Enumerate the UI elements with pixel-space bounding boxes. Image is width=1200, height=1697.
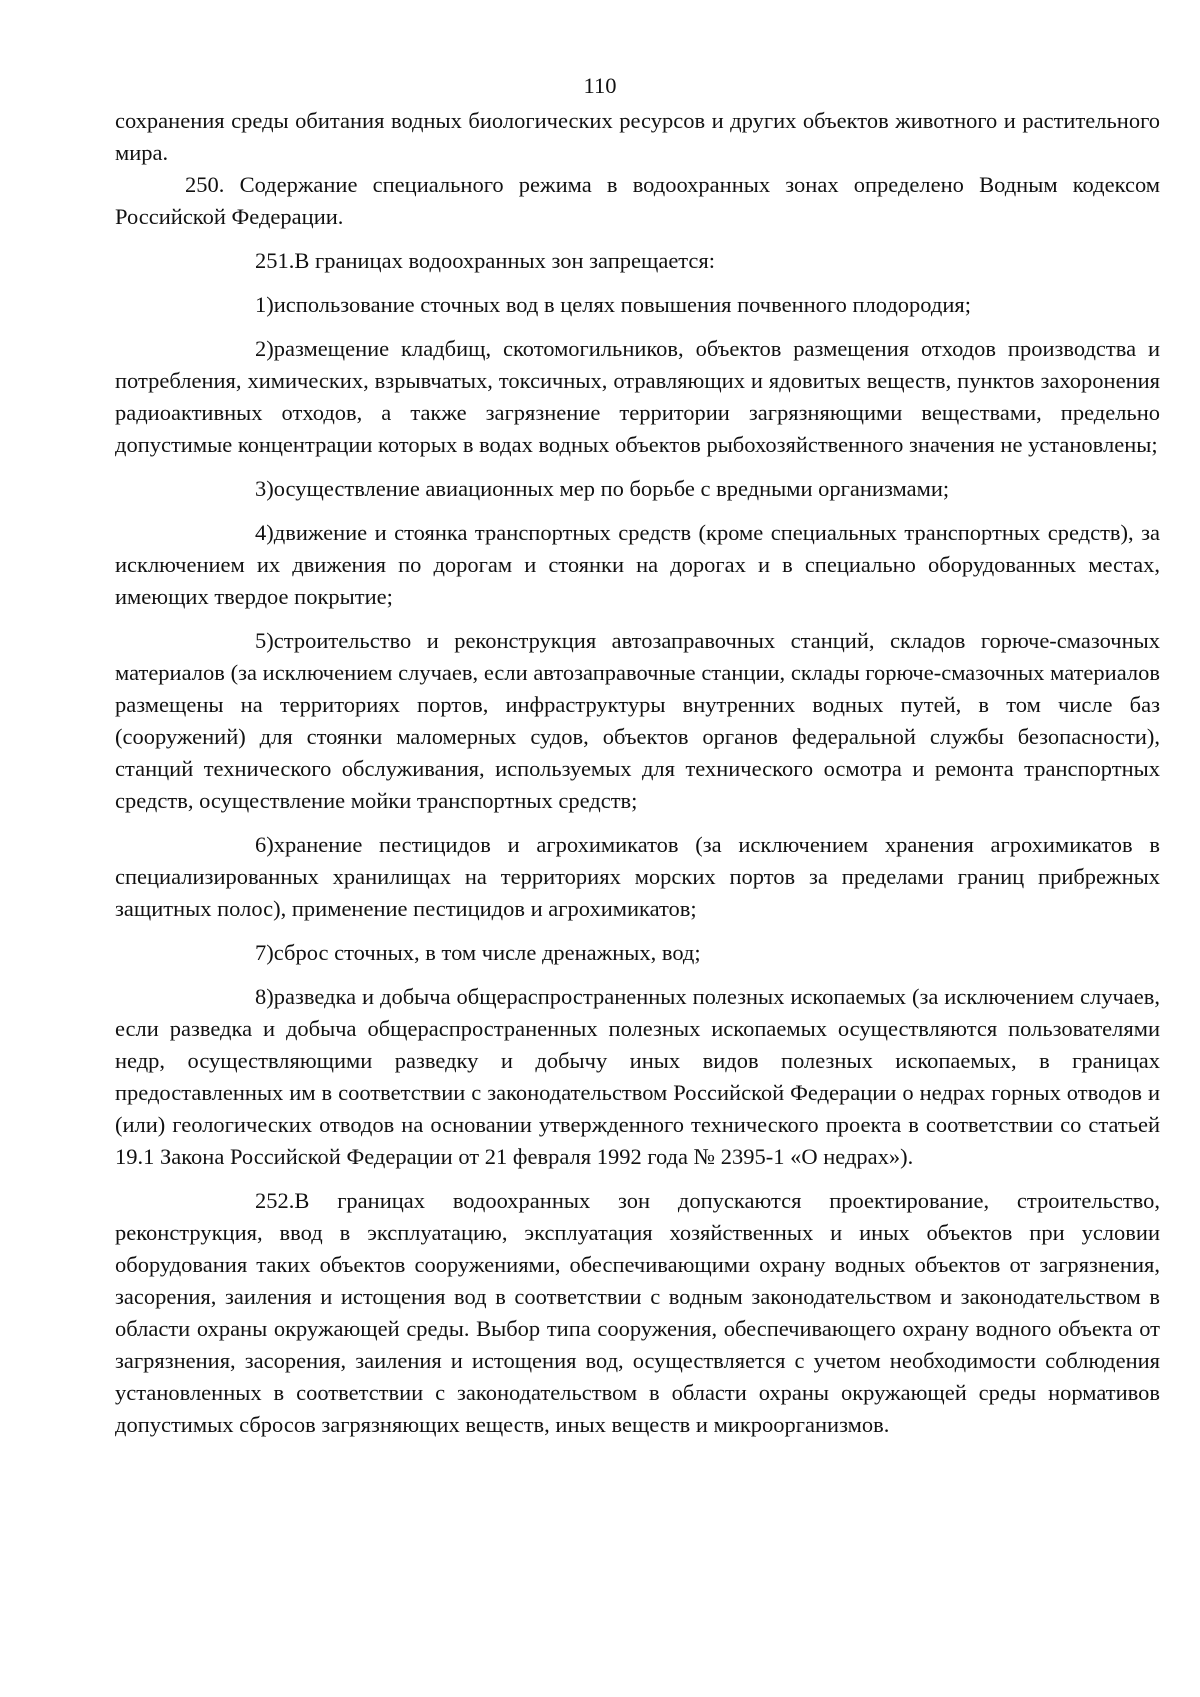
list-item-number: 4) bbox=[255, 520, 274, 545]
list-item-7 bbox=[115, 937, 1160, 969]
list-item-text: движение и стоянка транспортных средств (кроме специальных транспортных средств), за исключением их движения по дорогам и стоянки на дорогах и в специально оборудованных местах, имеющих твердое покрытие; bbox=[115, 520, 1160, 609]
list-item-6 bbox=[115, 829, 1160, 925]
paragraph-number: 250. bbox=[185, 172, 225, 197]
list-item-text: использование сточных вод в целях повышения почвенного плодородия; bbox=[273, 292, 971, 317]
paragraph-252 bbox=[115, 1185, 1160, 1441]
paragraph-number: 252. bbox=[255, 1188, 295, 1213]
list-item-4 bbox=[115, 517, 1160, 613]
list-item-number: 1) bbox=[255, 292, 274, 317]
paragraph-251 bbox=[115, 245, 1160, 277]
list-item-text: хранение пестицидов и агрохимикатов (за исключением хранения агрохимикатов в специализированных хранилищах на территориях морских портов за пределами границ прибрежных защитных полос), применение пестицидов и агрохимикатов; bbox=[115, 832, 1160, 921]
list-item-text: сброс сточных, в том числе дренажных, вод; bbox=[273, 940, 701, 965]
document-body bbox=[115, 105, 1160, 1441]
paragraph-number: 251. bbox=[255, 248, 295, 273]
list-item-text: осуществление авиационных мер по борьбе с вредными организмами; bbox=[273, 476, 950, 501]
list-item-1 bbox=[115, 289, 1160, 321]
paragraph-text: В границах водоохранных зон допускаются проектирование, строительство, реконструкция, ввод в эксплуатацию, эксплуатация хозяйственных и иных объектов при условии оборудования таких объектов сооружениями, обеспечивающими охрану водных объектов от загрязнения, засорения, заиления и истощения вод в соответствии с водным законодательством и законодательством в области охраны окружающей среды. Выбор типа сооружения, обеспечивающего охрану водного объекта от загрязнения, засорения, заиления и истощения вод, осуществляется с учетом необходимости соблюдения установленных в соответствии с законодательством в области охраны окружающей среды нормативов допустимых сбросов загрязняющих веществ, иных веществ и микроорганизмов. bbox=[115, 1188, 1160, 1437]
list-item-text: размещение кладбищ, скотомогильников, объектов размещения отходов производства и потребления, химических, взрывчатых, токсичных, отравляющих и ядовитых веществ, пунктов захоронения радиоактивных отходов, а также загрязнение территории загрязняющими веществами, предельно допустимые концентрации которых в водах водных объектов рыбохозяйственного значения не установлены; bbox=[115, 336, 1160, 457]
paragraph-text: В границах водоохранных зон запрещается: bbox=[294, 248, 715, 273]
list-item-2 bbox=[115, 333, 1160, 461]
paragraph-text: сохранения среды обитания водных биологических ресурсов и других объектов животного и растительного мира. bbox=[115, 108, 1160, 165]
list-item-number: 8) bbox=[255, 984, 274, 1009]
paragraph-250 bbox=[115, 169, 1160, 233]
list-item-text: строительство и реконструкция автозаправочных станций, складов горюче-смазочных материалов (за исключением случаев, если автозаправочные станции, склады горюче-смазочных материалов размещены на территориях портов, инфраструктуры внутренних водных путей, в том числе баз (сооружений) для стоянки маломерных судов, объектов органов федеральной службы безопасности), станций технического обслуживания, используемых для технического осмотра и ремонта транспортных средств, осуществление мойки транспортных средств; bbox=[115, 628, 1160, 813]
paragraph-continuation bbox=[115, 105, 1160, 169]
list-item-number: 7) bbox=[255, 940, 274, 965]
page-number: 110 bbox=[583, 73, 617, 98]
list-item-number: 3) bbox=[255, 476, 274, 501]
list-item-8 bbox=[115, 981, 1160, 1173]
paragraph-text: Содержание специального режима в водоохранных зонах определено Водным кодексом Российской Федерации. bbox=[115, 172, 1160, 229]
list-item-number: 5) bbox=[255, 628, 274, 653]
list-item-number: 6) bbox=[255, 832, 274, 857]
list-item-text: разведка и добыча общераспространенных полезных ископаемых (за исключением случаев, если разведка и добыча общераспространенных полезных ископаемых осуществляются пользователями недр, осуществляющими разведку и добычу иных видов полезных ископаемых, в границах предоставленных им в соответствии с законодательством Российской Федерации о недрах горных отводов и (или) геологических отводов на основании утвержденного технического проекта в соответствии со статьей 19.1 Закона Российской Федерации от 21 февраля 1992 года № 2395-1 «О недрах»). bbox=[115, 984, 1160, 1169]
list-item-number: 2) bbox=[255, 336, 274, 361]
list-item-3 bbox=[115, 473, 1160, 505]
list-item-5 bbox=[115, 625, 1160, 817]
